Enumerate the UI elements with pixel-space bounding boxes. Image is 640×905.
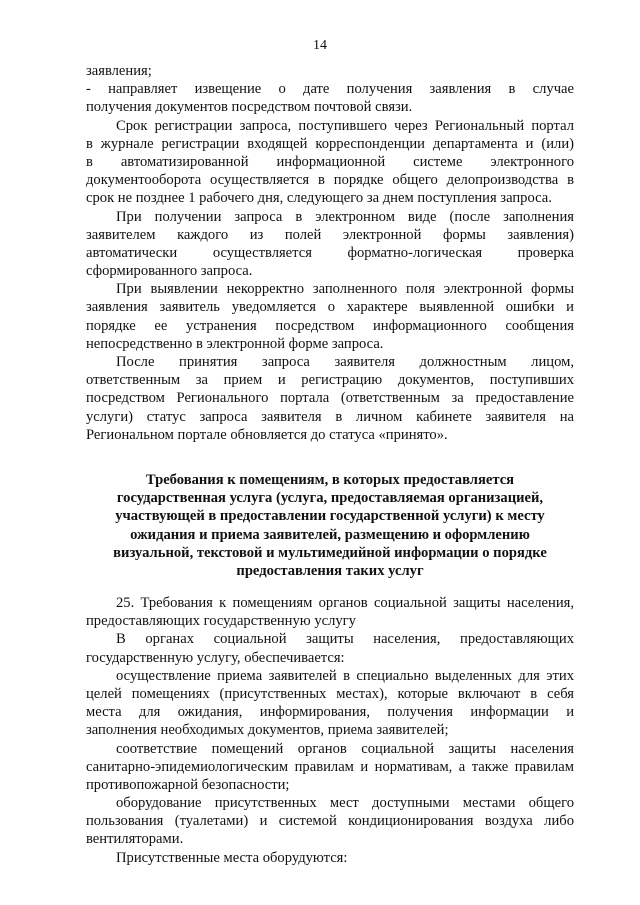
text-line: заявителем каждого из полей электронной формы заявления) — [86, 226, 574, 243]
text-line: Присутственные места оборудуются: — [116, 849, 348, 866]
text-line: документооборота осуществляется в порядке общего делопроизводства в — [86, 172, 574, 189]
heading-line: государственная услуга (услуга, предоставляемая организацией, — [116, 490, 544, 507]
text-line: В органах социальной защиты населения, предоставляющих — [116, 631, 574, 648]
text-line: порядке ее устранения посредством информационного сообщения — [86, 317, 574, 334]
heading-line: визуальной, текстовой и мультимедийной информации о порядке — [113, 544, 547, 561]
heading-line: предоставления таких услуг — [236, 562, 424, 579]
text-line: После принятия запроса заявителя должностным лицом, — [116, 354, 574, 370]
bottom-text-block — [86, 594, 574, 867]
text-line: посредством Регионального портала (ответственным за предоставление — [86, 390, 574, 407]
top-text-block — [86, 62, 574, 444]
page-number: 14 — [313, 38, 327, 53]
text-line: Региональном портале обновляется до статуса «принято». — [86, 426, 448, 443]
text-line: непосредственно в электронной форме запроса. — [86, 335, 384, 352]
text-line: заявления заявитель уведомляется о характере выявленной ошибки и — [86, 299, 574, 316]
text-line: получения документов посредством почтовой связи. — [86, 99, 413, 116]
text-line: срок не позднее 1 рабочего дня, следующего за днем поступления запроса. — [86, 190, 552, 207]
text-line: Срок регистрации запроса, поступившего через Региональный портал — [116, 117, 574, 134]
text-line: места для ожидания, информирования, получения информации и — [86, 704, 574, 721]
text-line: заявления; — [86, 63, 152, 79]
text-line: санитарно-эпидемиологическим правилам и нормативам, а также правилам — [86, 758, 574, 775]
heading-line: участвующей в предоставлении государственной услуги) к месту — [115, 508, 545, 525]
text-line: вентиляторами. — [86, 831, 184, 848]
text-line: пользования (туалетами) и системой кондиционирования воздуха либо — [86, 813, 574, 830]
text-line: сформированного запроса. — [86, 263, 253, 280]
text-line: - направляет извещение о дате получения заявления в случае — [86, 81, 574, 98]
text-line: целей помещениях (присутственных местах), которые включают в себя — [86, 685, 574, 702]
text-line: государственную услугу, обеспечивается: — [86, 649, 345, 666]
text-line: заполнения необходимых документов, приема заявителей; — [86, 722, 449, 739]
text-line: в автоматизированной информационной системе электронного — [86, 153, 574, 170]
text-line: 25. Требования к помещениям органов социальной защиты населения, — [116, 595, 574, 611]
heading-line: Требования к помещениям, в которых предоставляется — [145, 472, 515, 488]
text-line: соответствие помещений органов социальной защиты населения — [116, 740, 574, 757]
text-line: предоставляющих государственную услугу — [86, 613, 356, 630]
text-line: оборудование присутственных мест доступными местами общего — [116, 795, 574, 812]
text-line: в журнале регистрации входящей корреспонденции департамента и (или) — [86, 135, 574, 152]
text-line: При получении запроса в электронном виде (после заполнения — [116, 208, 574, 225]
text-line: услуги) статус запроса заявителя в личном кабинете заявителя на — [86, 408, 574, 425]
text-line: ответственным за прием и регистрацию документов, поступивших — [86, 372, 574, 389]
section-heading — [86, 471, 574, 580]
text-line: осуществление приема заявителей в специально выделенных для этих — [116, 667, 574, 684]
text-line: автоматически осуществляется форматно-логическая проверка — [86, 244, 574, 261]
text-line: При выявлении некорректно заполненного поля электронной формы — [116, 281, 574, 298]
heading-line: ожидания и приема заявителей, размещению и оформлению — [130, 526, 530, 543]
text-line: противопожарной безопасности; — [86, 776, 290, 793]
